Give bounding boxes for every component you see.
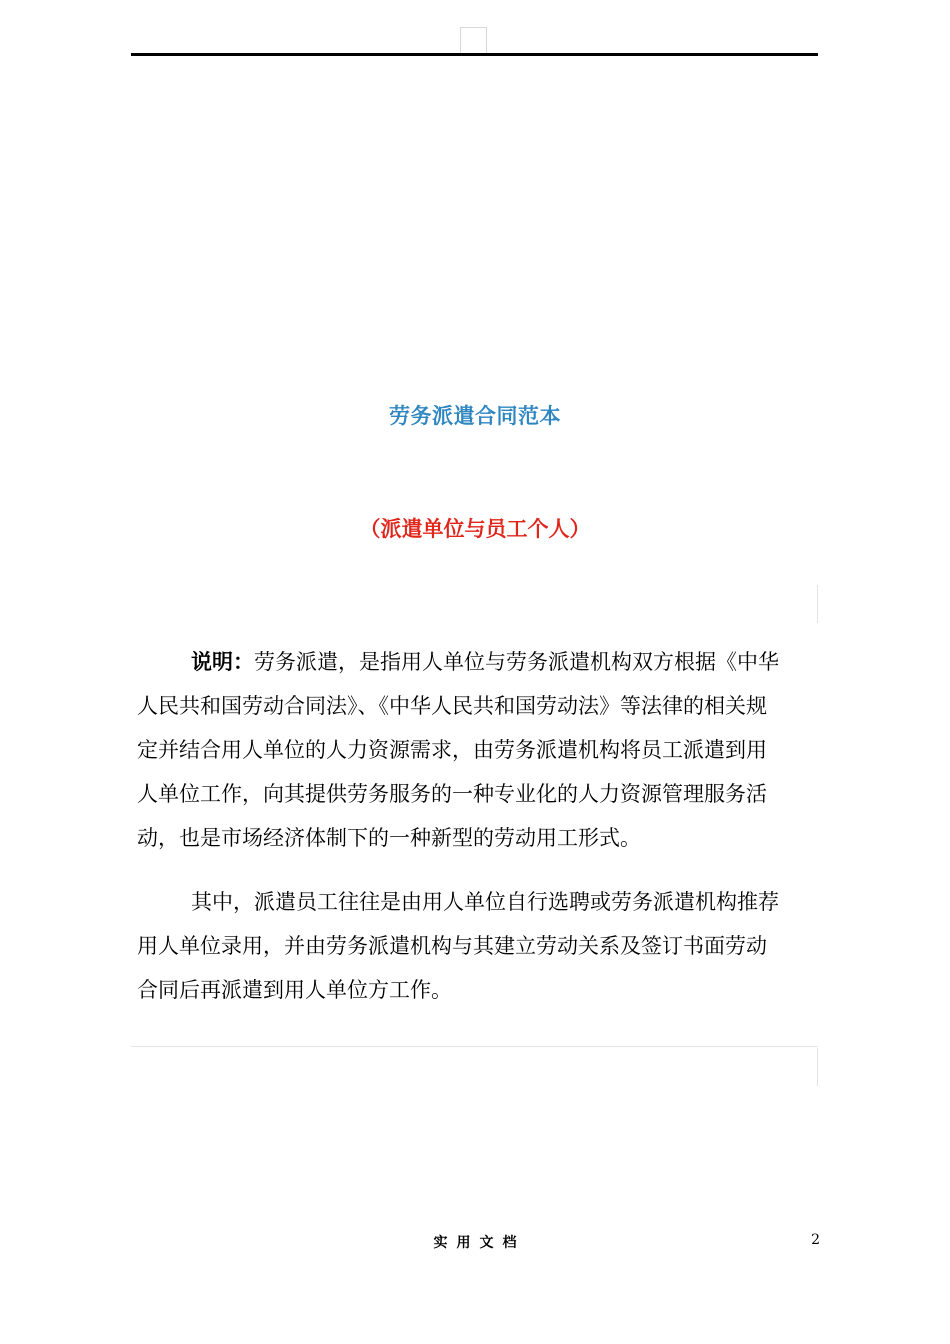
paragraph-line: 定并结合用人单位的人力资源需求，由劳务派遣机构将员工派遣到用 bbox=[137, 738, 767, 762]
margin-marker bbox=[817, 1048, 818, 1086]
paragraph-line: 动，也是市场经济体制下的一种新型的劳动用工形式。 bbox=[137, 826, 641, 850]
page-number: 2 bbox=[811, 1232, 820, 1248]
section-divider bbox=[131, 1046, 818, 1047]
margin-marker bbox=[817, 585, 818, 623]
document-title: 劳务派遣合同范本 bbox=[389, 403, 561, 428]
paragraph-line: 合同后再派遣到用人单位方工作。 bbox=[137, 978, 452, 1002]
paragraph-line-text: 劳务派遣，是指用人单位与劳务派遣机构双方根据《中华 bbox=[254, 650, 779, 674]
paragraph-line: 用人单位录用，并由劳务派遣机构与其建立劳动关系及签订书面劳动 bbox=[137, 934, 767, 958]
paragraph-lead: 说明： bbox=[191, 649, 254, 674]
header-box bbox=[460, 27, 487, 53]
footer-label: 实用文档 bbox=[433, 1235, 526, 1251]
paragraph-detail bbox=[137, 880, 822, 1012]
paragraph-line: 人单位工作，向其提供劳务服务的一种专业化的人力资源管理服务活 bbox=[137, 782, 767, 806]
paragraph-line: 其中，派遣员工往往是由用人单位自行选聘或劳务派遣机构推荐 bbox=[191, 890, 779, 914]
document-subtitle: （派遣单位与员工个人） bbox=[359, 516, 591, 541]
paragraph-explanation bbox=[137, 640, 822, 860]
paragraph-line bbox=[137, 640, 822, 684]
paragraph-line: 人民共和国劳动合同法》、《中华人民共和国劳动法》等法律的相关规 bbox=[137, 694, 767, 718]
header-rule bbox=[131, 53, 818, 56]
